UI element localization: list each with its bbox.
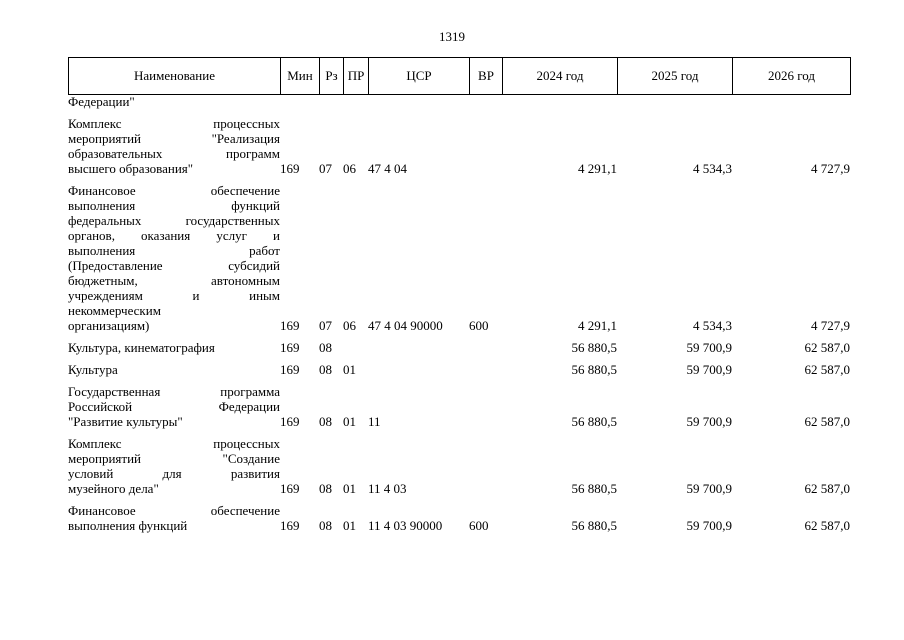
- cell-rz: 07: [319, 318, 332, 333]
- cell-rz: 08: [319, 481, 332, 496]
- cell-2024: 4 291,1: [578, 161, 617, 176]
- cell-2024: 56 880,5: [571, 518, 617, 533]
- name-line: высшего образования": [68, 161, 194, 176]
- cell-2026: 62 587,0: [804, 362, 850, 377]
- table-row: [68, 362, 850, 377]
- row-spacer: [68, 355, 850, 362]
- name-line: выполнения функций: [68, 518, 188, 533]
- row-spacer-cell: [68, 176, 850, 183]
- cell-rz: 08: [319, 362, 332, 377]
- cell-csr: 11 4 03: [368, 481, 407, 496]
- table-header: [68, 57, 851, 95]
- cell-pr: 01: [343, 362, 356, 377]
- cell-rz: [319, 94, 343, 109]
- name-line: Российской Федерации: [68, 399, 280, 414]
- cell-pr: 06: [343, 318, 356, 333]
- cell-2026: 62 587,0: [804, 340, 850, 355]
- row-spacer: [68, 109, 850, 116]
- table-row: [68, 94, 850, 109]
- table-row: [68, 183, 850, 333]
- row-spacer: [68, 429, 850, 436]
- name-line: Культура, кинематография: [68, 340, 215, 355]
- cell-min: 169: [280, 414, 300, 429]
- column-header-min: Мин: [281, 58, 320, 95]
- cell-2025: 59 700,9: [686, 362, 732, 377]
- cell-name: [68, 384, 280, 429]
- cell-rz: 08: [319, 518, 332, 533]
- cell-min: 169: [280, 362, 300, 377]
- cell-2025: 59 700,9: [686, 340, 732, 355]
- name-line: Финансовое обеспечение: [68, 183, 280, 198]
- cell-rz: 07: [319, 161, 332, 176]
- cell-rz: 08: [319, 414, 332, 429]
- column-header-2025: 2025 год: [618, 58, 733, 95]
- cell-pr: [343, 340, 368, 355]
- cell-min: 169: [280, 161, 300, 176]
- cell-min: [280, 94, 319, 109]
- name-line: некоммерческим: [68, 303, 161, 318]
- cell-pr: 01: [343, 518, 356, 533]
- name-line: Комплекс процессных: [68, 436, 280, 451]
- cell-2025: [617, 94, 732, 109]
- table-body: [68, 94, 850, 533]
- name-line: Государственная программа: [68, 384, 280, 399]
- cell-csr: [368, 94, 469, 109]
- cell-min: 169: [280, 340, 300, 355]
- row-spacer: [68, 496, 850, 503]
- name-line: федеральных государственных: [68, 213, 280, 228]
- table-row: [68, 436, 850, 496]
- cell-name: [68, 436, 280, 496]
- column-header-csr: ЦСР: [369, 58, 470, 95]
- row-spacer: [68, 377, 850, 384]
- name-line: мероприятий "Реализация: [68, 131, 280, 146]
- cell-2025: 59 700,9: [686, 414, 732, 429]
- name-line: Финансовое обеспечение: [68, 503, 280, 518]
- cell-vr: [469, 340, 502, 355]
- cell-name: [68, 116, 280, 176]
- cell-csr: [368, 340, 469, 355]
- table-row: [68, 503, 850, 533]
- cell-2024: 56 880,5: [571, 414, 617, 429]
- column-header-vr: ВР: [470, 58, 503, 95]
- cell-pr: 06: [343, 161, 356, 176]
- cell-csr: [368, 362, 469, 377]
- cell-2025: 4 534,3: [693, 318, 732, 333]
- cell-vr: 600: [469, 318, 489, 333]
- cell-vr: [469, 384, 502, 429]
- cell-name: [68, 340, 280, 355]
- name-line: образовательных программ: [68, 146, 280, 161]
- table-row: [68, 384, 850, 429]
- cell-2026: 4 727,9: [811, 161, 850, 176]
- cell-2024: 56 880,5: [571, 362, 617, 377]
- column-header-2024: 2024 год: [503, 58, 618, 95]
- column-header-rz: Рз: [320, 58, 344, 95]
- cell-2024: [502, 94, 617, 109]
- name-line: музейного дела": [68, 481, 159, 496]
- name-line: мероприятий "Создание: [68, 451, 280, 466]
- row-spacer: [68, 333, 850, 340]
- row-spacer-cell: [68, 496, 850, 503]
- cell-csr: 47 4 04 90000: [368, 318, 443, 333]
- name-line: выполнения работ: [68, 243, 280, 258]
- cell-min: 169: [280, 318, 300, 333]
- page-number: 1319: [439, 29, 465, 44]
- cell-2026: 4 727,9: [811, 318, 850, 333]
- cell-min: 169: [280, 481, 300, 496]
- column-header-2026: 2026 год: [733, 58, 851, 95]
- name-line: "Развитие культуры": [68, 414, 183, 429]
- cell-pr: 01: [343, 481, 356, 496]
- cell-name: [68, 94, 280, 109]
- name-line: Комплекс процессных: [68, 116, 280, 131]
- cell-min: 169: [280, 518, 300, 533]
- cell-2026: 62 587,0: [804, 481, 850, 496]
- cell-2026: 62 587,0: [804, 518, 850, 533]
- name-line: Культура: [68, 362, 118, 377]
- cell-csr: 47 4 04: [368, 161, 407, 176]
- cell-vr: [469, 436, 502, 496]
- row-spacer-cell: [68, 333, 850, 340]
- cell-2025: 4 534,3: [693, 161, 732, 176]
- cell-vr: [469, 94, 502, 109]
- name-line: организациям): [68, 318, 150, 333]
- cell-name: [68, 362, 280, 377]
- row-spacer-cell: [68, 355, 850, 362]
- column-header-name: Наименование: [69, 58, 281, 95]
- column-header-pr: ПР: [344, 58, 369, 95]
- cell-rz: 08: [319, 340, 332, 355]
- name-line: Федерации": [68, 94, 135, 109]
- name-line: бюджетным, автономным: [68, 273, 280, 288]
- cell-2024: 56 880,5: [571, 481, 617, 496]
- cell-2024: 56 880,5: [571, 340, 617, 355]
- table-row: [68, 340, 850, 355]
- cell-2026: 62 587,0: [804, 414, 850, 429]
- cell-csr: 11 4 03 90000: [368, 518, 443, 533]
- cell-2025: 59 700,9: [686, 481, 732, 496]
- cell-vr: [469, 116, 502, 176]
- cell-2024: 4 291,1: [578, 318, 617, 333]
- table-row: [68, 116, 850, 176]
- cell-csr: 11: [368, 414, 381, 429]
- cell-2025: 59 700,9: [686, 518, 732, 533]
- cell-vr: [469, 362, 502, 377]
- cell-pr: 01: [343, 414, 356, 429]
- row-spacer-cell: [68, 429, 850, 436]
- row-spacer-cell: [68, 109, 850, 116]
- cell-name: [68, 183, 280, 333]
- name-line: (Предоставление субсидий: [68, 258, 280, 273]
- row-spacer: [68, 176, 850, 183]
- name-line: выполнения функций: [68, 198, 280, 213]
- name-line: учреждениям и иным: [68, 288, 280, 303]
- name-line: условий для развития: [68, 466, 280, 481]
- cell-name: [68, 503, 280, 533]
- cell-pr: [343, 94, 368, 109]
- cell-2026: [732, 94, 850, 109]
- row-spacer-cell: [68, 377, 850, 384]
- cell-vr: 600: [469, 518, 489, 533]
- name-line: органов, оказания услуг и: [68, 228, 280, 243]
